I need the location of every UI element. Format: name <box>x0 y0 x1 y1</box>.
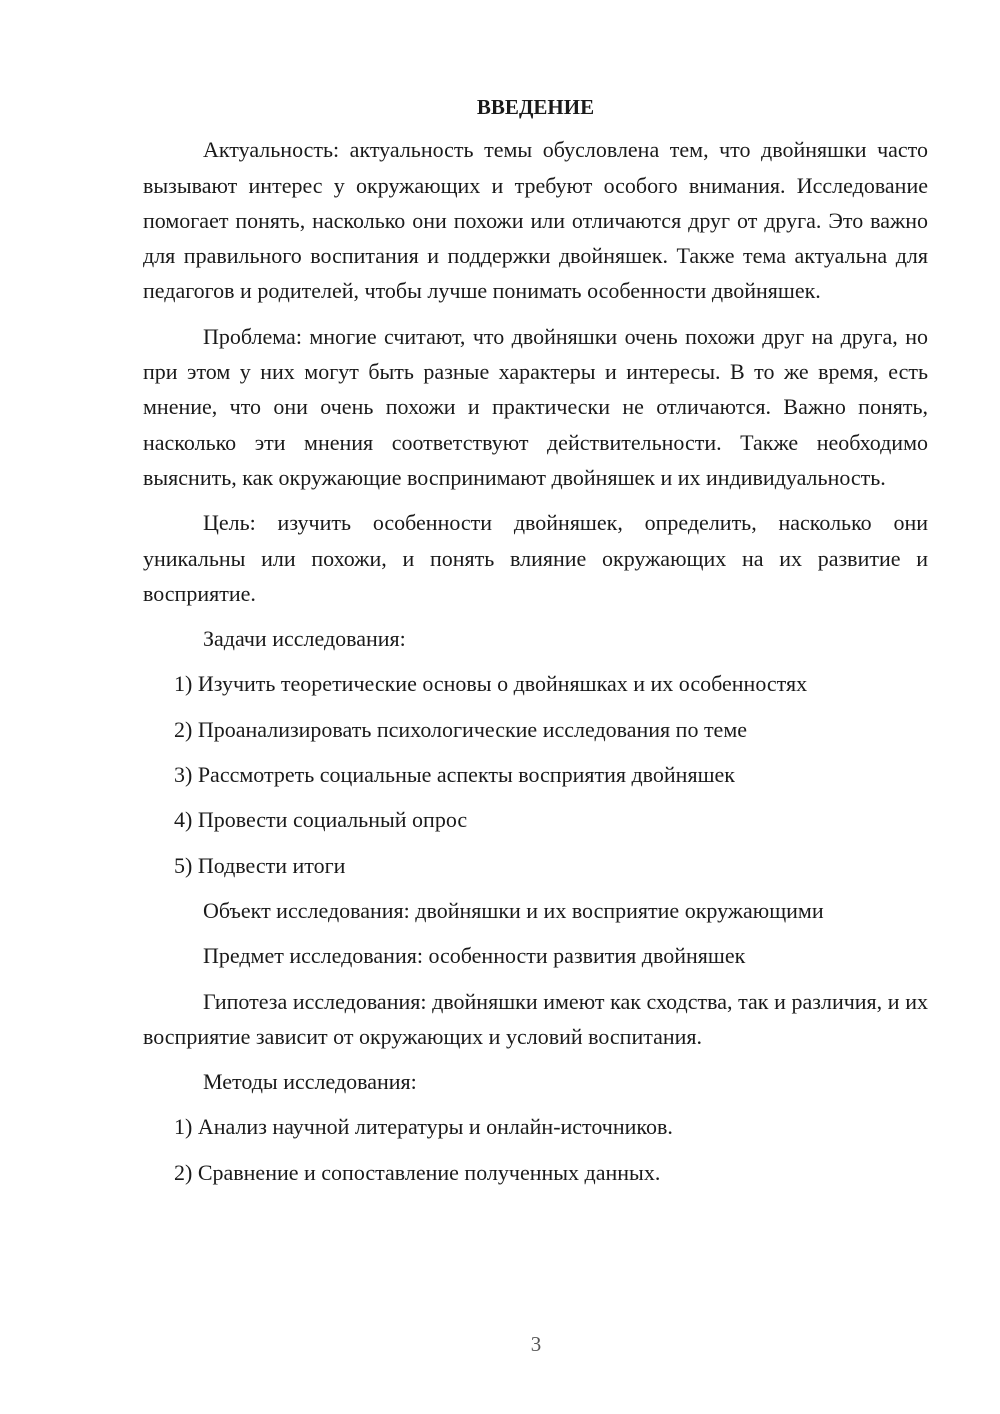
task-item: 3) Рассмотреть социальные аспекты восприятия двойняшек <box>174 762 735 788</box>
object-line: Объект исследования: двойняшки и их восприятие окружающими <box>203 897 824 923</box>
page-number: 3 <box>530 1332 542 1356</box>
tasks-heading: Задачи исследования: <box>203 626 406 652</box>
task-item: 2) Проанализировать психологические исследования по теме <box>174 716 748 742</box>
hypothesis-paragraph: Гипотеза исследования: двойняшки имеют как сходства, так и различия, и их восприятие зависит от окружающих и условий воспитания. <box>143 988 928 1049</box>
methods-heading: Методы исследования: <box>203 1069 417 1095</box>
methods-list <box>143 1109 928 1190</box>
document-page <box>143 90 928 1200</box>
task-item: 5) Подвести итоги <box>174 852 346 878</box>
task-item: 4) Провести социальный опрос <box>174 807 468 833</box>
subject-line: Предмет исследования: особенности развития двойняшек <box>203 943 746 969</box>
section-title: ВВЕДЕНИЕ <box>476 95 595 119</box>
relevance-paragraph: Актуальность: актуальность темы обусловлена тем, что двойняшки часто вызывают интерес у окружающих и требуют особого внимания. Исследование помогает понять, насколько они похожи или отличаются друг от друга. Это важно для правильного воспитания и поддержки двойняшек. Также тема актуальна для педагогов и родителей, чтобы лучше понимать особенности двойняшек. <box>143 137 928 304</box>
task-item: 1) Изучить теоретические основы о двойняшках и их особенностях <box>174 671 808 697</box>
method-item: 2) Сравнение и сопоставление полученных данных. <box>174 1159 661 1185</box>
tasks-list <box>143 666 928 882</box>
goal-paragraph: Цель: изучить особенности двойняшек, определить, насколько они уникальны или похожи, и понять влияние окружающих на их развитие и восприятие. <box>143 510 928 606</box>
problem-paragraph: Проблема: многие считают, что двойняшки очень похожи друг на друга, но при этом у них могут быть разные характеры и интересы. В то же время, есть мнение, что они очень похожи и практически не отличаются. Важно понять, насколько эти мнения соответствуют действительности. Также необходимо выяснить, как окружающие воспринимают двойняшек и их индивидуальность. <box>143 323 928 490</box>
method-item: 1) Анализ научной литературы и онлайн-источников. <box>174 1114 673 1140</box>
